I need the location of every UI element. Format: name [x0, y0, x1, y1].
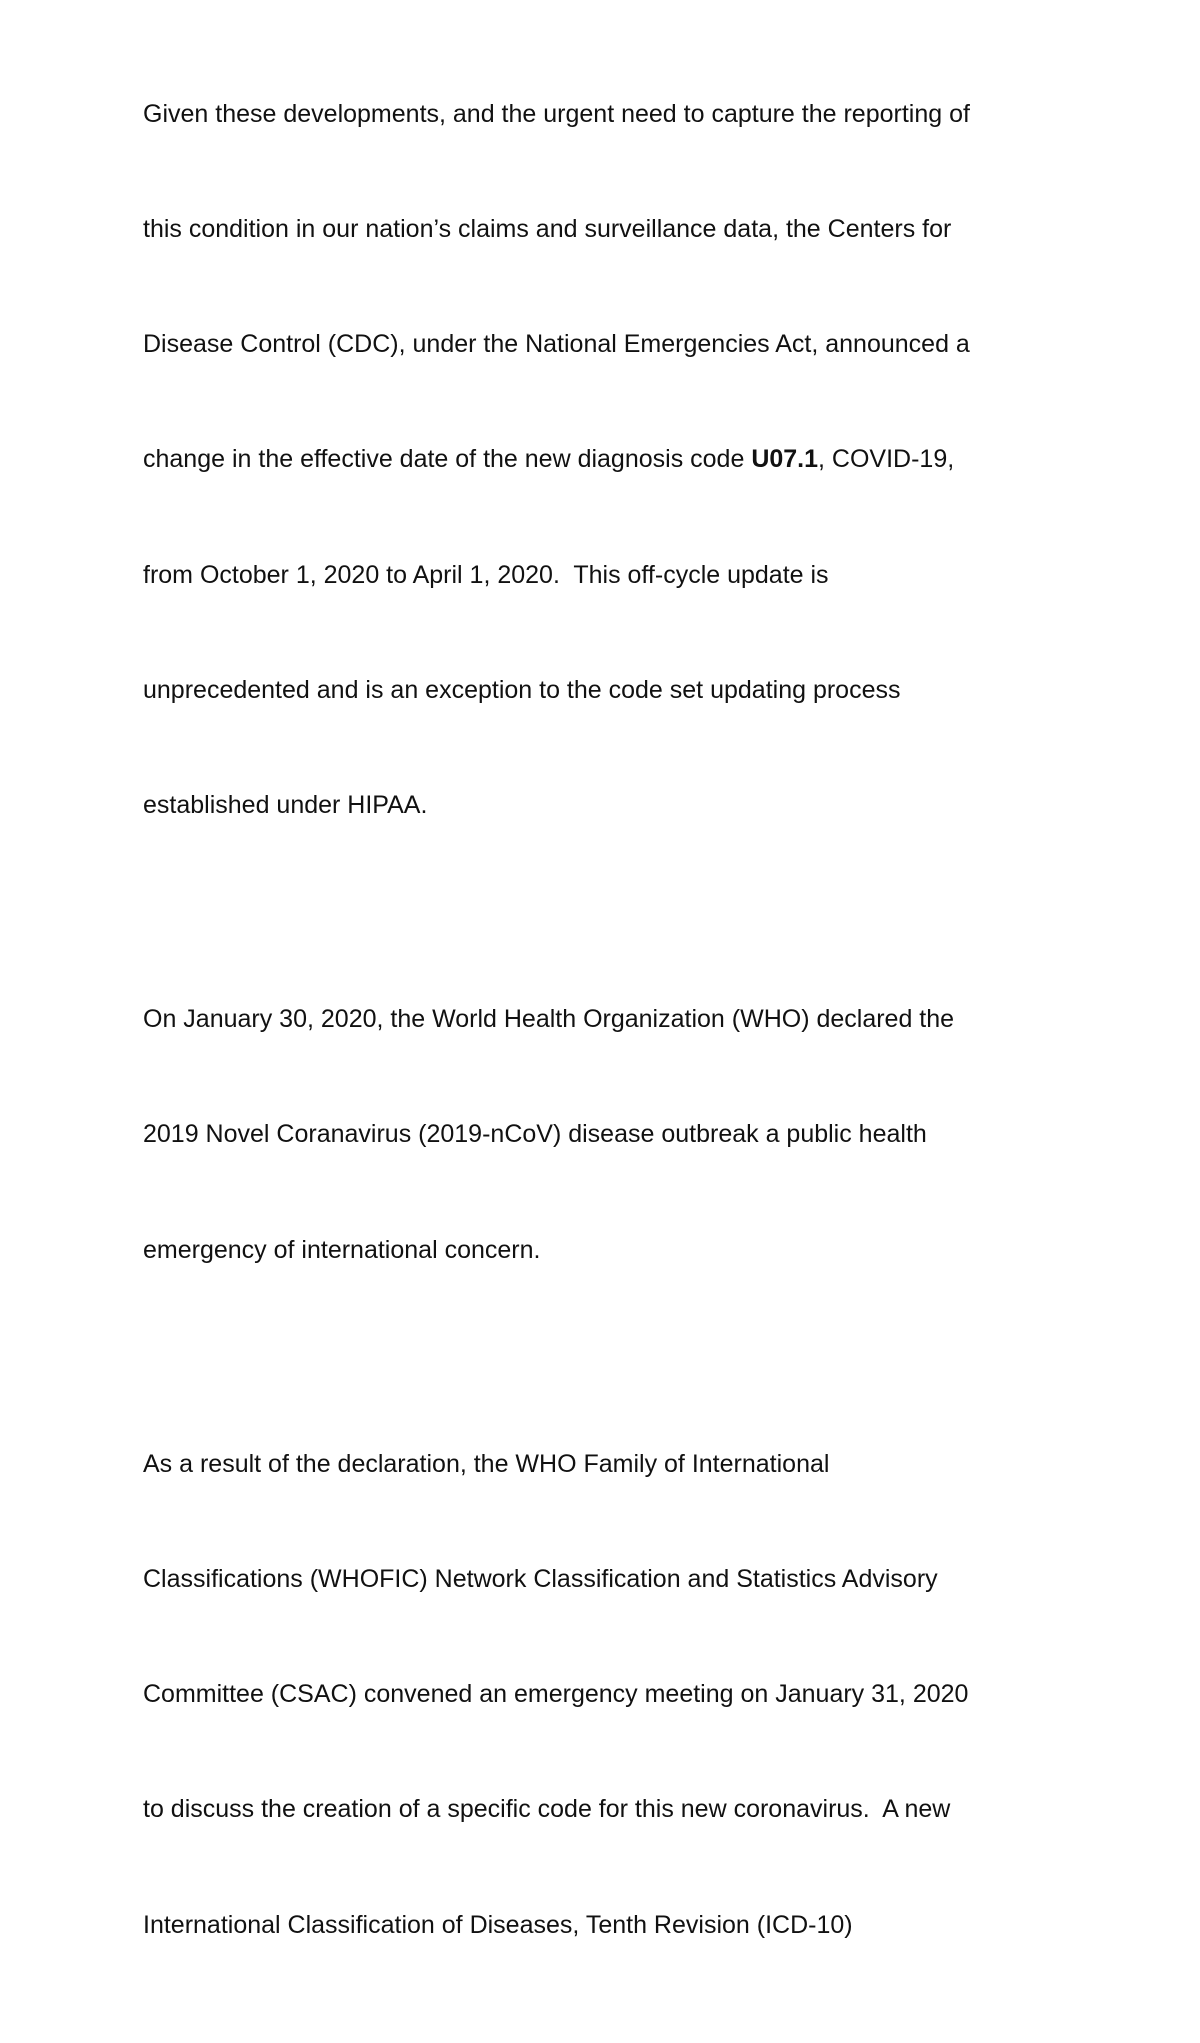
- text-line: established under HIPAA.: [143, 791, 428, 820]
- text-line: from October 1, 2020 to April 1, 2020. This off-cycle update is: [143, 560, 829, 589]
- text-line: to discuss the creation of a specific code for this new coronavirus. A new: [143, 1795, 951, 1824]
- text-line: Disease Control (CDC), under the National Emergencies Act, announced a: [143, 330, 970, 359]
- text-line: this condition in our nation’s claims and surveillance data, the Centers for: [143, 215, 952, 244]
- text-line: [143, 440, 1063, 478]
- text-line: As a result of the declaration, the WHO Family of International: [143, 1449, 830, 1478]
- text-segment: change in the effective date of the new diagnosis code: [143, 445, 752, 474]
- text-line: 2019 Novel Coranavirus (2019-nCoV) disease outbreak a public health: [143, 1120, 927, 1149]
- text-line: Given these developments, and the urgent need to capture the reporting of: [143, 99, 970, 128]
- paragraph-cdc-effective-date: [143, 18, 1063, 901]
- text-line: emergency of international concern.: [143, 1235, 541, 1264]
- text-line: Committee (CSAC) convened an emergency meeting on January 31, 2020: [143, 1680, 969, 1709]
- paragraph-whofic-meeting: [143, 1368, 1063, 2021]
- text-segment: , COVID-19,: [818, 445, 955, 474]
- text-line: unprecedented and is an exception to the code set updating process: [143, 675, 901, 704]
- paragraph-who-declaration: [143, 923, 1063, 1345]
- text-line: International Classification of Diseases, Tenth Revision (ICD-10): [143, 1910, 853, 1939]
- text-line: On January 30, 2020, the World Health Organization (WHO) declared the: [143, 1005, 955, 1034]
- document-body: [143, 18, 1063, 2043]
- diagnosis-code: U07.1: [751, 445, 819, 474]
- text-line: Classifications (WHOFIC) Network Classification and Statistics Advisory: [143, 1564, 938, 1593]
